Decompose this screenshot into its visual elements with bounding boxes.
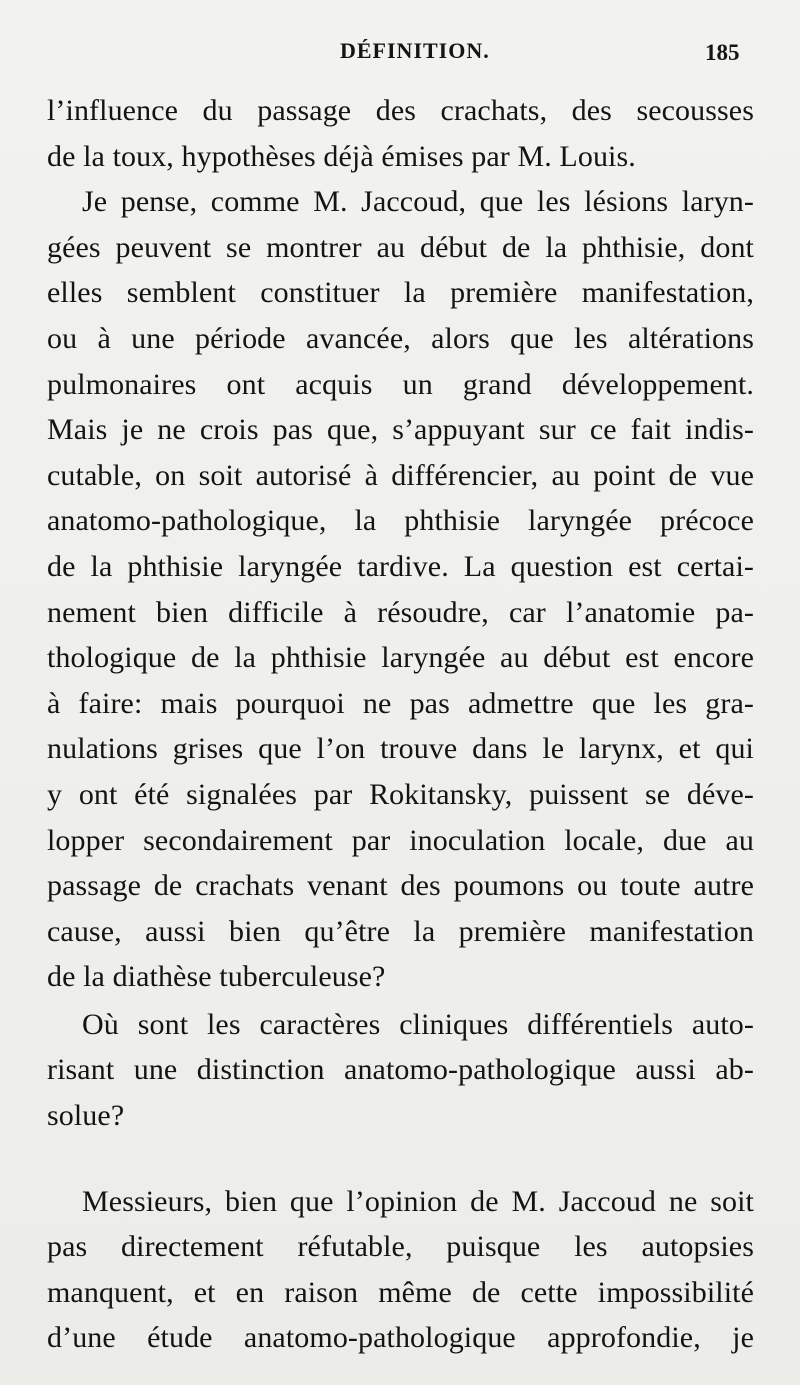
text-line: thologique de la phthisie laryngée au début est encore xyxy=(47,641,754,675)
paragraph xyxy=(47,1179,754,1361)
page-header xyxy=(0,38,800,78)
body-text xyxy=(47,88,754,1361)
text-line: de la toux, hypothèses déjà émises par M. Louis. xyxy=(47,139,636,173)
text-line: Je pense, comme M. Jaccoud, que les lésions laryn- xyxy=(82,185,754,219)
text-line: anatomo-pathologique, la phthisie laryngée précoce xyxy=(47,504,754,538)
paragraph xyxy=(47,88,754,179)
running-title: DÉFINITION. xyxy=(340,38,490,63)
text-line: manquent, et en raison même de cette impossibilité xyxy=(47,1275,754,1309)
text-line: l’influence du passage des crachats, des secousses xyxy=(47,94,754,127)
text-line: passage de crachats venant des poumons ou toute autre xyxy=(47,869,754,903)
text-line: nulations grises que l’on trouve dans le larynx, et qui xyxy=(47,732,754,766)
text-line: Où sont les caractères cliniques différentiels auto- xyxy=(82,1007,754,1041)
text-line: ou à une période avancée, alors que les altérations xyxy=(47,321,754,355)
text-line: Mais je ne crois pas que, s’appuyant sur ce fait indis- xyxy=(47,413,754,447)
text-line: pulmonaires ont acquis un grand développement. xyxy=(47,367,754,401)
text-line: cutable, on soit autorisé à différencier, au point de vue xyxy=(47,458,754,492)
text-line: à faire: mais pourquoi ne pas admettre que les gra- xyxy=(47,686,754,720)
text-line: lopper secondairement par inoculation locale, due au xyxy=(47,823,754,857)
text-line: nement bien difficile à résoudre, car l’anatomie pa- xyxy=(47,595,754,629)
text-line: solue? xyxy=(47,1099,125,1133)
text-line: de la diathèse tuberculeuse? xyxy=(47,960,386,994)
text-line: risant une distinction anatomo-pathologique aussi ab- xyxy=(47,1053,754,1087)
paragraph xyxy=(47,1002,754,1139)
text-line: d’une étude anatomo-pathologique approfondie, je xyxy=(47,1321,754,1355)
text-line: gées peuvent se montrer au début de la phthisie, dont xyxy=(47,230,754,264)
paragraph-gap xyxy=(47,1139,754,1179)
text-line: Messieurs, bien que l’opinion de M. Jaccoud ne soit xyxy=(82,1184,754,1218)
paragraph xyxy=(47,179,754,1000)
text-line: pas directement réfutable, puisque les autopsies xyxy=(47,1230,754,1264)
text-line: elles semblent constituer la première manifestation, xyxy=(47,276,754,310)
text-line: de la phthisie laryngée tardive. La question est certai- xyxy=(47,549,754,583)
page-number: 185 xyxy=(705,40,740,65)
text-line: cause, aussi bien qu’être la première manifestation xyxy=(47,914,754,948)
text-line: y ont été signalées par Rokitansky, puissent se déve- xyxy=(47,777,754,811)
